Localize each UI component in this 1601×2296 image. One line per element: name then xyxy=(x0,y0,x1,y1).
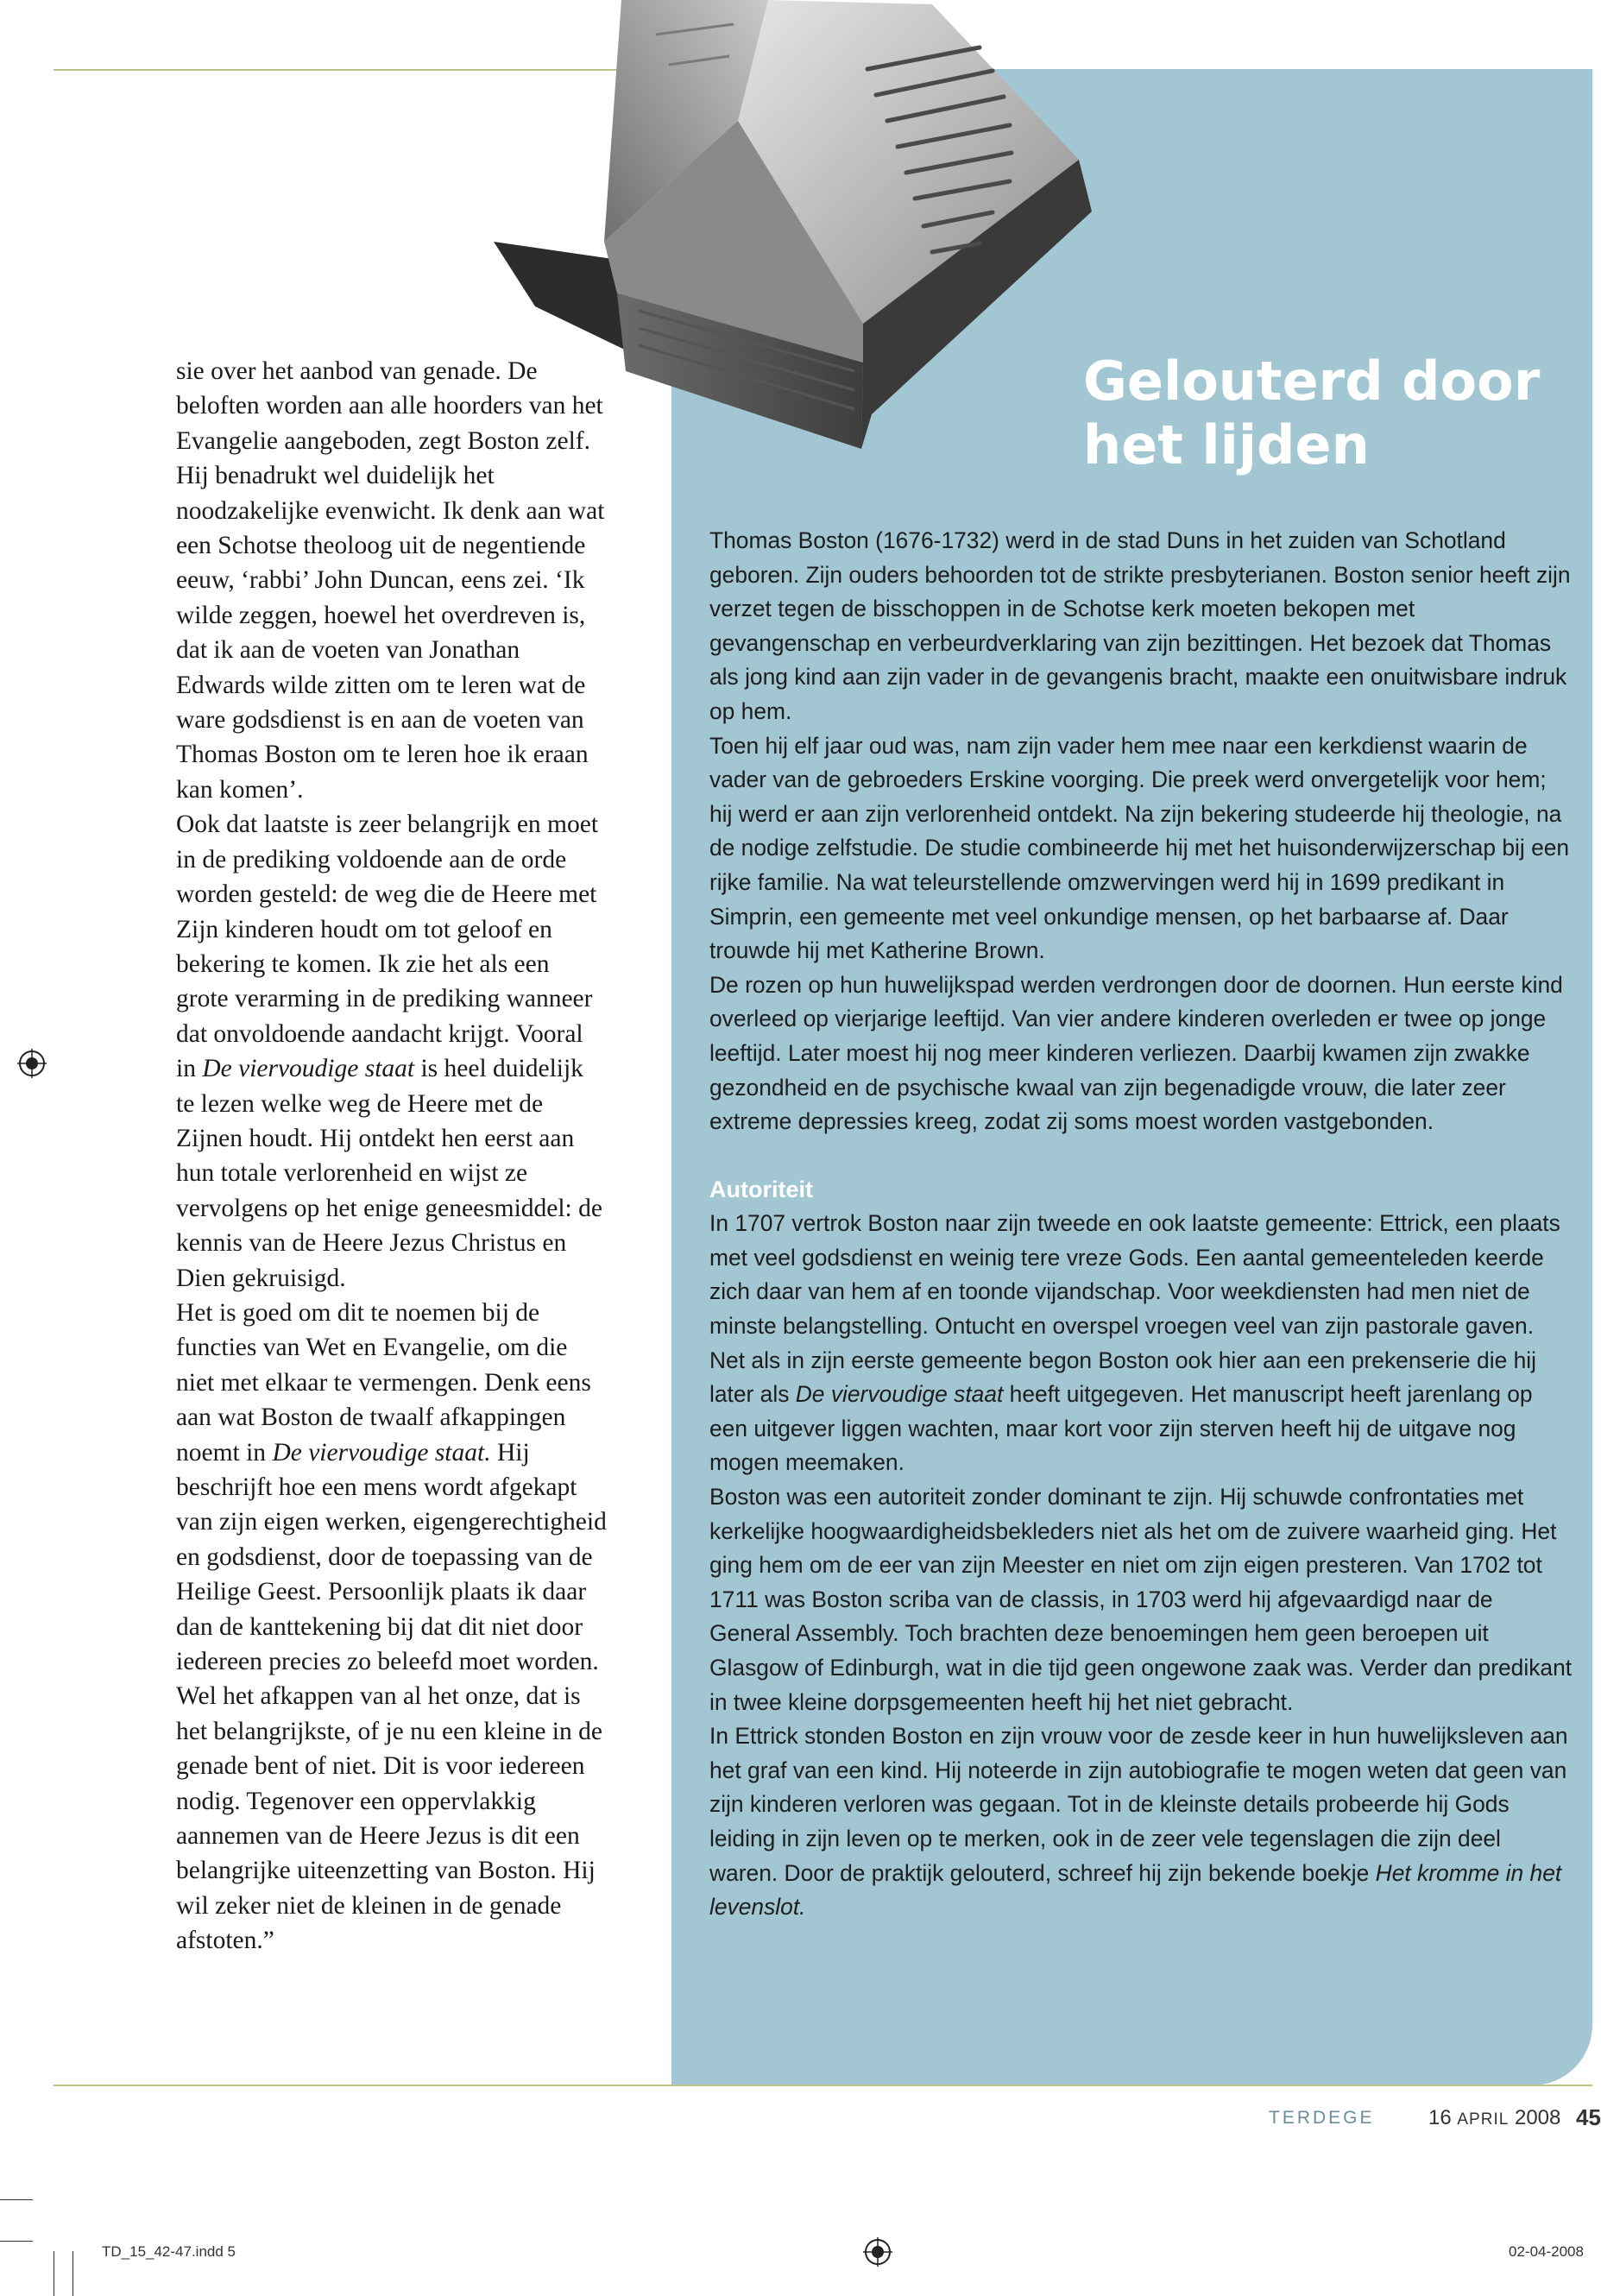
text-run: sie over het aanbod van genade. De beloften worden aan alle hoorders van het Evangelie aangeboden, zegt Boston zelf. Hij benadrukt wel duidelijk het noodzakelijke evenwicht. Ik denk aan wat een Schotse theoloog uit de negentiende eeuw, ‘rabbi’ John Duncan, eens zei. ‘Ik wilde zeggen, hoewel het overdreven is, dat ik aan de voeten van Jonathan Edwards wilde zitten om te leren wat de ware godsdienst is en aan de voeten van Thomas Boston om te leren hoe ik eraan kan komen’. xyxy=(176,357,605,804)
footer-month: APRIL xyxy=(1457,2110,1510,2129)
text-run: Thomas Boston (1676-1732) werd in de stad Duns in het zuiden van Schotland geboren. Zijn ouders behoorden tot de strikte presbyterianen. Boston senior heeft zijn verzet tegen de bisschoppen in de Schotse kerk moeten bekopen met gevangenschap en verbeurdverklaring van zijn bezittingen. Het bezoek dat Thomas als jong kind aan zijn vader in de gevangenis bracht, maakte een onuitwisbare indruk op hem. xyxy=(709,527,1571,724)
sidebar-title-line1: Gelouterd door xyxy=(1083,350,1541,413)
italic-title: De viervoudige staat xyxy=(795,1381,1004,1408)
italic-title: De viervoudige staat xyxy=(202,1055,415,1083)
crop-mark xyxy=(0,2199,33,2200)
text-run: Ook dat laatste is zeer belangrijk en moet in de prediking voldoende aan de orde worden gesteld: de weg die de Heere met Zijn kinderen houdt om tot geloof en bekering te komen. Ik zie het als een grote verarming in de prediking wanneer dat onvoldoende aandacht krijgt. Vooral in xyxy=(176,811,599,1083)
paragraph xyxy=(709,1719,1573,1925)
page-number: 45 xyxy=(1576,2104,1601,2130)
footer-date xyxy=(1428,2106,1560,2130)
paragraph xyxy=(709,1207,1573,1480)
sidebar-title-line2: het lijden xyxy=(1083,413,1370,476)
main-column-text xyxy=(176,354,608,1959)
registration-mark-icon xyxy=(863,2237,892,2267)
crop-mark xyxy=(72,2251,73,2296)
text-run: De rozen op hun huwelijkspad werden verdrongen door de doornen. Hun eerste kind overleed op vierjarige leeftijd. Van vier andere kinderen overleden er twee op jonge leeftijd. Later moest hij nog meer kinderen verliezen. Daarbij kwamen zijn zwakke gezondheid en de psychische kwaal van zijn begenadigde vrouw, die later zeer extreme depressies kreeg, zodat zij soms moest worden vastgebonden. xyxy=(709,971,1563,1135)
slug-filename: TD_15_42-47.indd 5 xyxy=(102,2243,236,2260)
paragraph xyxy=(176,354,608,807)
text-run: Boston was een autoriteit zonder dominant te zijn. Hij schuwde confrontaties met kerkelijke hoogwaardigheidsbekleders niet als het om de zuivere waarheid ging. Het ging hem om de eer van zijn Meester en niet om zijn eigen presteren. Van 1702 tot 1711 was Boston scriba van de classis, in 1703 werd hij afgevaardigd naar de General Assembly. Toch brachten deze benoemingen hem geen beroepen uit Glasgow of Edinburgh, wat in die tijd geen ongewone zaak was. Verder dan predikant in twee kleine dorpsgemeenten heeft hij het niet gebracht. xyxy=(709,1484,1573,1715)
text-run: heeft uitgegeven. Het manuscript heeft jarenlang op een uitgever liggen wachten, maar kort voor zijn sterven heeft hij de uitgave nog mogen meemaken. xyxy=(709,1381,1533,1476)
text-run: is heel duidelijk te lezen welke weg de Heere met de Zijnen houdt. Hij ontdekt hen eerst aan hun totale verlorenheid en wijst ze vervolgens op het enige geneesmiddel: de kennis van de Heere Jezus Christus en Dien gekruisigd. xyxy=(176,1055,602,1292)
paragraph xyxy=(709,729,1573,968)
text-run: Hij beschrijft hoe een mens wordt afgekapt van zijn eigen werken, eigengerechtigheid en godsdienst, door de toepassing van de Heilige Geest. Persoonlijk plaats ik daar dan de kanttekening bij dat dit niet door iedereen precies zo beleefd moet worden. Wel het afkappen van al het onze, dat is het belangrijkste, of je nu een kleine in de genade bent of niet. Dit is voor iedereen nodig. Tegenover een oppervlakkig aannemen van de Heere Jezus is dit een belangrijke uiteenzetting van Boston. Hij wil zeker niet de kleinen in de genade afstoten.” xyxy=(176,1438,607,1955)
bottom-rule xyxy=(54,2085,1592,2086)
italic-title: De viervoudige staat. xyxy=(272,1438,491,1467)
italic-title: Het kromme in het levenslot. xyxy=(709,1859,1562,1921)
registration-mark-icon xyxy=(17,1049,47,1078)
footer-year: 2008 xyxy=(1514,2106,1561,2129)
footer-day: 16 xyxy=(1428,2106,1452,2129)
text-run: In 1707 vertrok Boston naar zijn tweede en ook laatste gemeente: Ettrick, een plaats met veel godsdienst en weinig tere vreze Gods. Een aantal gemeenteleden keerde zich daar van hem af en toonde vijandschap. Voor weekdiensten had men niet de minste belangstelling. Ontucht en overspel vroegen veel van zijn pastorale gaven. Net als in zijn eerste gemeente begon Boston ook hier aan een prekenserie die hij later als xyxy=(709,1210,1560,1408)
sidebar-subhead: Autoriteit xyxy=(709,1176,813,1202)
text-run: Toen hij elf jaar oud was, nam zijn vader hem mee naar een kerkdienst waarin de vader van de gebroeders Erskine voorging. Die preek werd onvergetelijk voor hem; hij werd er aan zijn verlorenheid ontdekt. Na zijn bekering studeerde hij theologie, na de nodige zelfstudie. De studie combineerde hij met het huisonderwijzerschap bij een rijke familie. Na wat teleurstellende omzwervingen werd hij in 1699 predikant in Simprin, een gemeente met veel onkundige mensen, op het barbaarse af. Daar trouwde hij met Katherine Brown. xyxy=(709,732,1570,964)
text-run: In Ettrick stonden Boston en zijn vrouw voor de zesde keer in hun huwelijksleven aan het graf van een kind. Hij noteerde in zijn autobiografie te mogen weten dat geen van zijn kinderen verloren was gegaan. Tot in de kleinste details probeerde hij Gods leiding in zijn leven op te merken, ook in de zeer vele tegenslagen die zijn deel waren. Door de praktijk gelouterd, schreef hij zijn bekende boekje xyxy=(709,1723,1568,1886)
paragraph xyxy=(176,1296,608,1959)
paragraph xyxy=(709,1480,1573,1719)
sidebar-paragraphs xyxy=(709,524,1573,1139)
paragraph xyxy=(709,968,1573,1139)
sidebar-paragraphs-2 xyxy=(709,1207,1573,1924)
footer-brand: TERDEGE xyxy=(1269,2108,1375,2128)
paragraph xyxy=(176,807,608,1296)
crop-mark xyxy=(0,2241,33,2242)
slug-date: 02-04-2008 xyxy=(1509,2243,1584,2260)
sidebar-title xyxy=(1083,350,1566,477)
sidebar-text xyxy=(709,524,1573,1925)
text-run: Het is goed om dit te noemen bij de functies van Wet en Evangelie, om die niet met elkaar te vermengen. Denk eens aan wat Boston de twaalf afkappingen noemt in xyxy=(176,1298,591,1467)
paragraph xyxy=(709,524,1573,729)
